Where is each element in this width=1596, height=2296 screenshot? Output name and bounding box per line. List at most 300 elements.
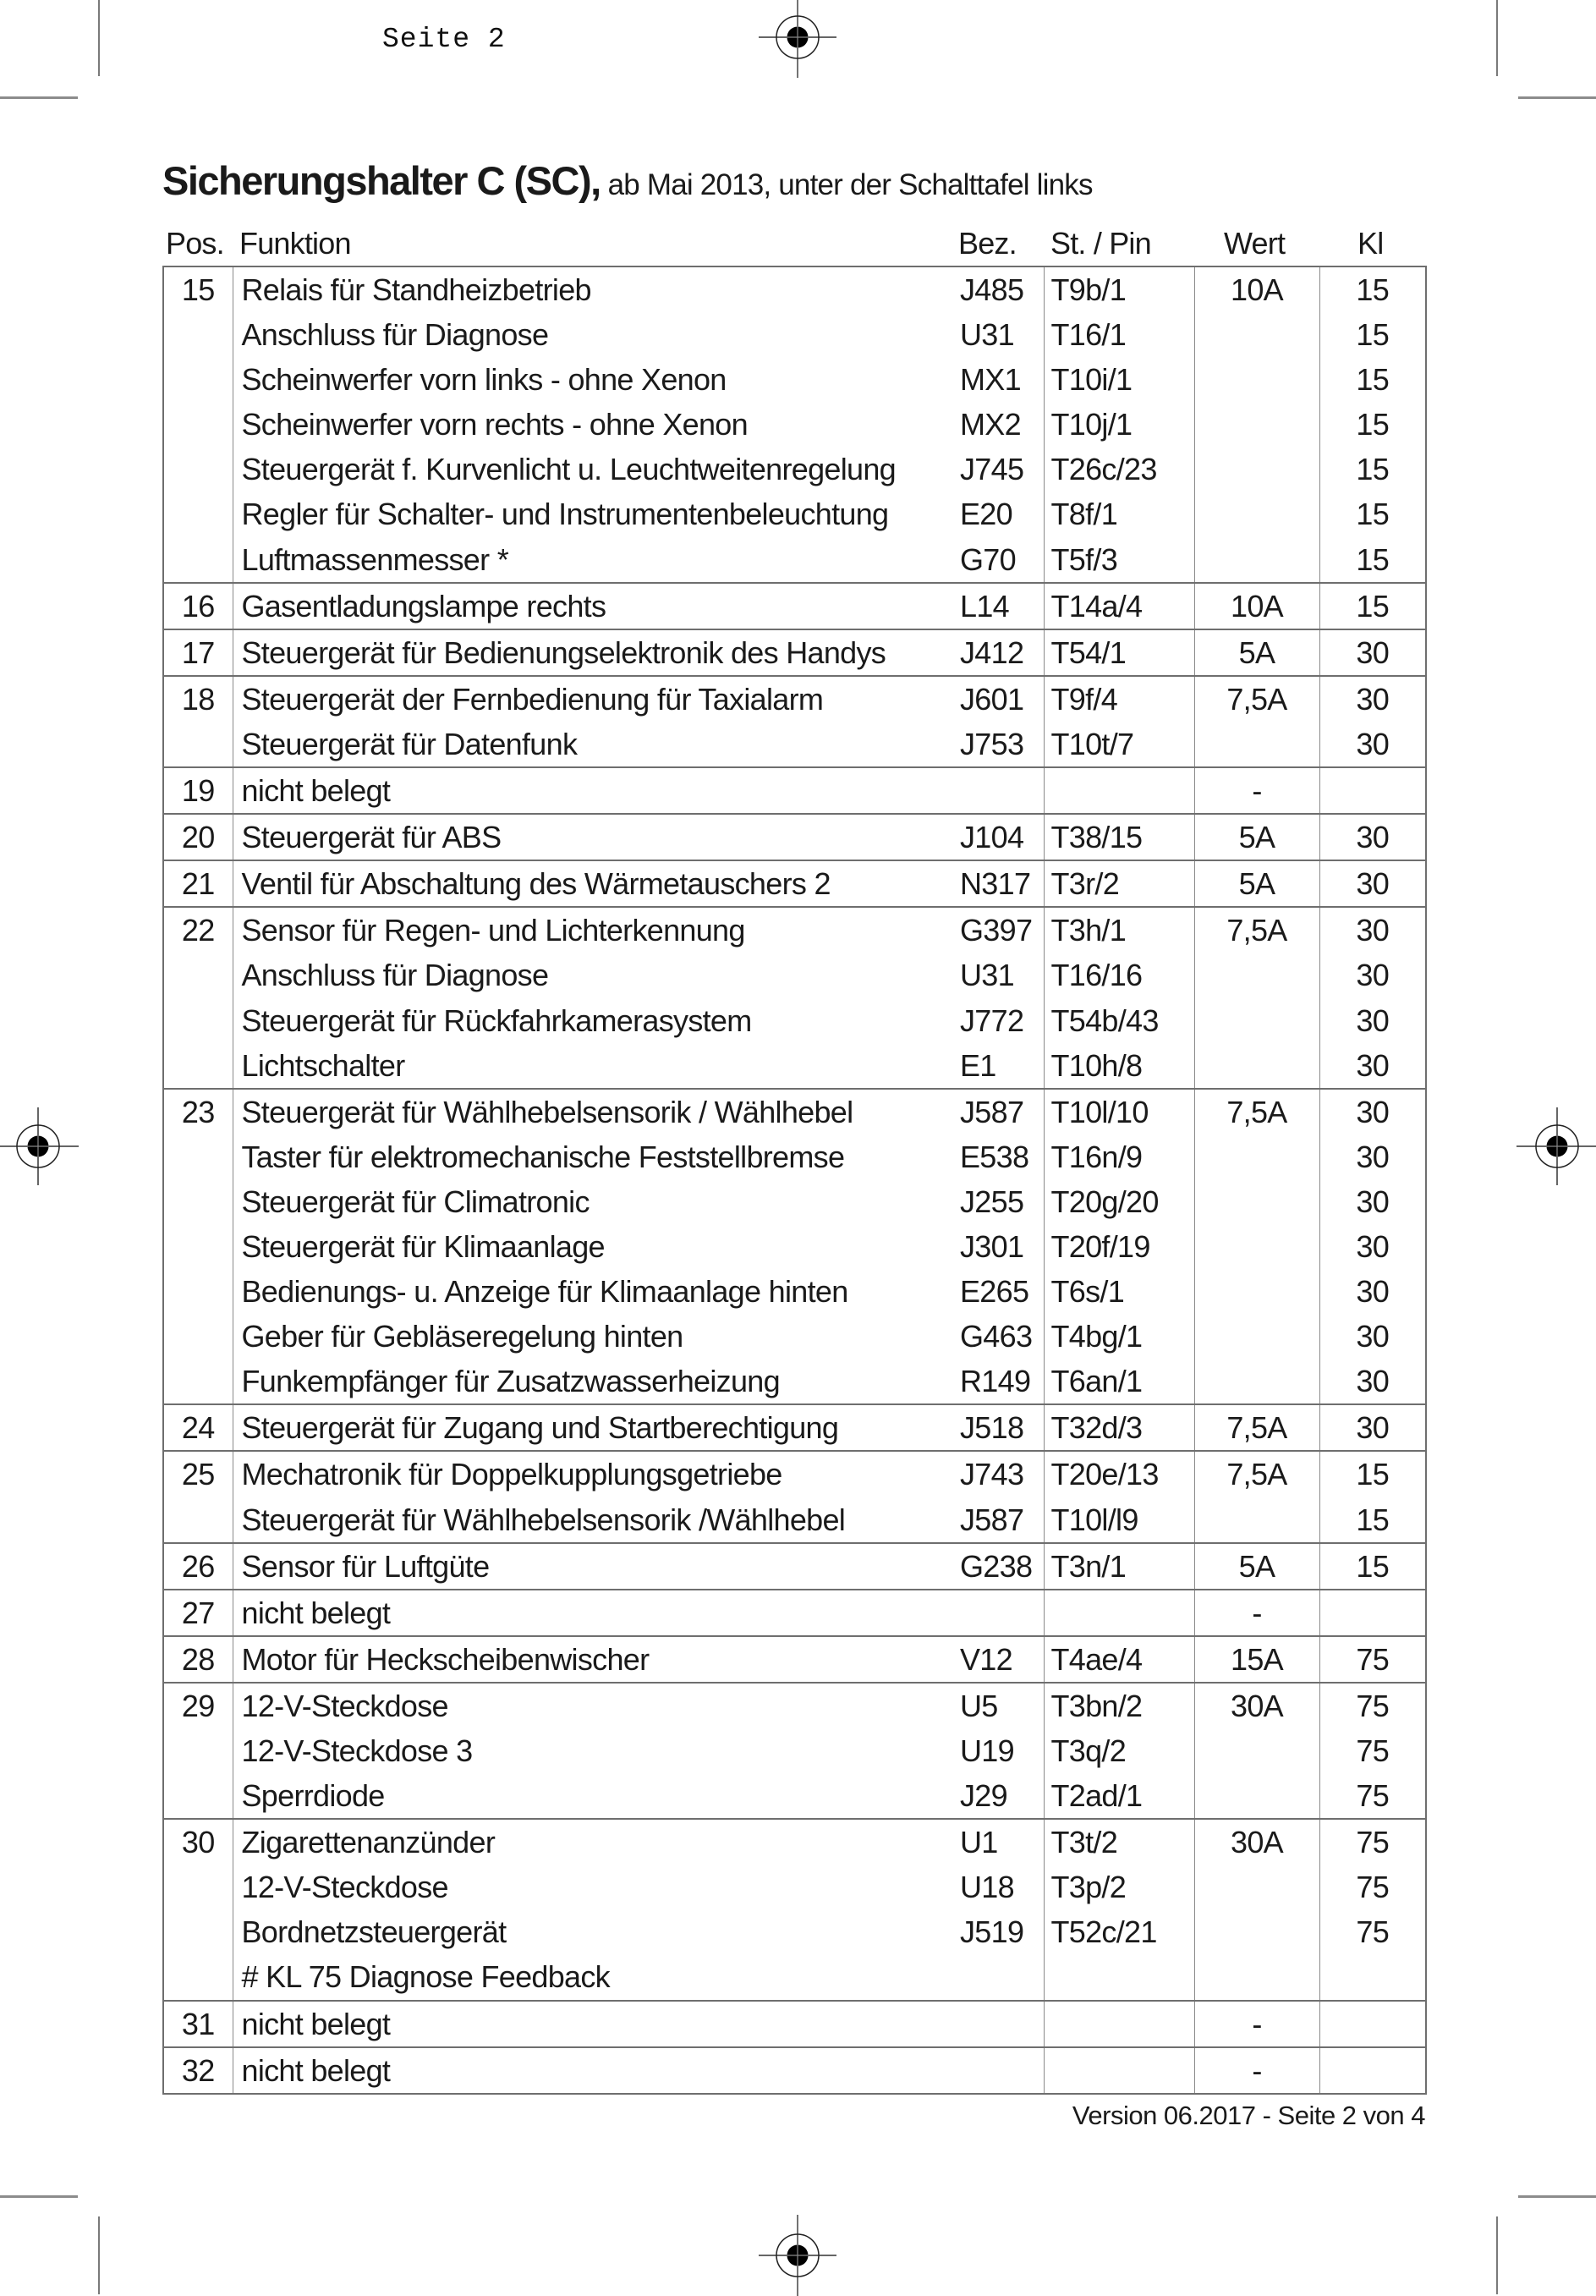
cell-wert: 30A [1194, 1683, 1319, 1728]
cell-kl: 15 [1319, 1451, 1426, 1497]
table-row [163, 537, 1426, 583]
cell-pin: T10t/7 [1044, 722, 1194, 767]
cell-pin: T3h/1 [1044, 907, 1194, 953]
crop-mark-top-right-vertical [1496, 0, 1498, 76]
cell-bez: U1 [960, 1819, 1044, 1865]
cell-wert [1194, 1497, 1319, 1543]
cell-bez: G397 [960, 907, 1044, 953]
table-row [163, 907, 1426, 953]
cell-bez: U31 [960, 958, 1014, 993]
cell-pin [1044, 1590, 1194, 1636]
cell-bez: MX1 [960, 362, 1021, 398]
cell-wert [1194, 1865, 1319, 1909]
table-row [163, 1451, 1426, 1497]
cell-kl: 30 [1319, 1043, 1426, 1089]
cell-pos: 21 [163, 860, 233, 907]
table-row [163, 1728, 1426, 1773]
cell-funktion: Steuergerät der Fernbedienung für Taxialarm [233, 676, 960, 722]
cell-kl: 30 [1319, 1269, 1426, 1314]
cell-wert: - [1194, 767, 1319, 814]
cell-bez [960, 2001, 1044, 2047]
cell-funktion: Anschluss für Diagnose [233, 312, 960, 357]
cell-kl: 75 [1319, 1909, 1426, 1954]
cell-wert [1194, 402, 1319, 447]
cell-bez: J485 [960, 266, 1044, 312]
table-row [163, 402, 1426, 447]
cell-bez: V12 [960, 1636, 1044, 1683]
cell-kl: 30 [1319, 998, 1426, 1043]
title-main: Sicherungshalter C (SC) [162, 158, 591, 203]
cell-pin: T5f/3 [1044, 537, 1194, 583]
cell-pos [163, 1359, 233, 1404]
cell-wert [1194, 722, 1319, 767]
cell-pin [1044, 767, 1194, 814]
cell-wert [1194, 1728, 1319, 1773]
cell-pos [163, 492, 233, 536]
cell-kl: 30 [1319, 860, 1426, 907]
cell-pin: T20f/19 [1044, 1224, 1194, 1269]
cell-bez [960, 767, 1044, 814]
cell-bez: J255 [960, 1184, 1024, 1219]
cell-kl: 30 [1319, 676, 1426, 722]
cell-pos [163, 1773, 233, 1819]
table-row [163, 722, 1426, 767]
cell-bez: J412 [960, 629, 1044, 676]
cell-funktion: Anschluss für Diagnose [233, 953, 960, 997]
cell-bez: N317 [960, 860, 1044, 907]
cell-bez [960, 1954, 1044, 2000]
table-row [163, 1404, 1426, 1451]
table-row [163, 1683, 1426, 1728]
table-row [163, 357, 1426, 402]
title-subtitle: ab Mai 2013, unter der Schalttafel links [600, 168, 1093, 201]
cell-bez: MX2 [960, 407, 1021, 442]
cell-funktion: Bedienungs- u. Anzeige für Klimaanlage hinten [233, 1269, 960, 1314]
cell-wert: 5A [1194, 814, 1319, 860]
cell-kl: 15 [1319, 312, 1426, 357]
cell-pos: 32 [163, 2047, 233, 2094]
table-row [163, 1314, 1426, 1359]
cell-bez: L14 [960, 583, 1044, 629]
cell-funktion: Steuergerät für Zugang und Startberechtigung [233, 1404, 960, 1451]
cell-funktion: Taster für elektromechanische Feststellbremse [233, 1134, 960, 1179]
table-row [163, 1954, 1426, 2000]
cell-wert: 15A [1194, 1636, 1319, 1683]
cell-pos [163, 953, 233, 997]
crop-mark-bottom-right-horizontal [1518, 2195, 1596, 2198]
cell-funktion: Steuergerät für Climatronic [233, 1179, 960, 1224]
cell-funktion: 12-V-Steckdose [233, 1865, 960, 1909]
cell-wert [1194, 1269, 1319, 1314]
cell-kl [1319, 2001, 1426, 2047]
cell-pos: 19 [163, 767, 233, 814]
table-row [163, 266, 1426, 312]
header-funktion: Funktion [239, 226, 351, 261]
cell-pin: T2ad/1 [1044, 1773, 1194, 1819]
cell-funktion: Steuergerät für Wählhebelsensorik /Wählhebel [233, 1497, 960, 1543]
cell-funktion: Sensor für Regen- und Lichterkennung [233, 907, 960, 953]
cell-bez: E20 [960, 497, 1012, 532]
cell-pos: 28 [163, 1636, 233, 1683]
cell-pos [163, 1314, 233, 1359]
table-row [163, 1269, 1426, 1314]
cell-pos: 25 [163, 1451, 233, 1497]
cell-wert [1194, 1043, 1319, 1089]
cell-funktion: Zigarettenanzünder [233, 1819, 960, 1865]
cell-pos: 15 [163, 266, 233, 312]
cell-funktion: Scheinwerfer vorn links - ohne Xenon [233, 357, 960, 402]
crop-mark-top-left-horizontal [0, 96, 78, 99]
cell-wert [1194, 1314, 1319, 1359]
cell-pin: T14a/4 [1044, 583, 1194, 629]
cell-wert [1194, 1134, 1319, 1179]
cell-kl: 75 [1319, 1865, 1426, 1909]
cell-funktion: Sperrdiode [233, 1773, 960, 1819]
cell-wert [1194, 447, 1319, 492]
cell-pin: T54/1 [1044, 629, 1194, 676]
cell-funktion: Relais für Standheizbetrieb [233, 266, 960, 312]
cell-funktion: Motor für Heckscheibenwischer [233, 1636, 960, 1683]
cell-kl: 30 [1319, 1089, 1426, 1134]
cell-pin [1044, 2047, 1194, 2094]
cell-bez: J601 [960, 676, 1044, 722]
cell-funktion: Funkempfänger für Zusatzwasserheizung [233, 1359, 960, 1404]
cell-funktion: Steuergerät für Datenfunk [233, 722, 960, 767]
cell-funktion: Steuergerät für Bedienungselektronik des Handys [233, 629, 960, 676]
cell-funktion: # KL 75 Diagnose Feedback [233, 1954, 960, 2000]
crop-mark-bottom-left-vertical [98, 2216, 100, 2294]
cell-pos [163, 1134, 233, 1179]
table-row [163, 1773, 1426, 1819]
cell-wert: - [1194, 2047, 1319, 2094]
table-row [163, 1543, 1426, 1590]
cell-kl [1319, 767, 1426, 814]
cell-pos [163, 1497, 233, 1543]
cell-bez: J301 [960, 1228, 1024, 1264]
cell-funktion: Steuergerät für Wählhebelsensorik / Wählhebel [233, 1089, 960, 1134]
cell-kl: 75 [1319, 1773, 1426, 1819]
cell-pos: 20 [163, 814, 233, 860]
cell-wert [1194, 998, 1319, 1043]
cell-funktion: nicht belegt [233, 2001, 960, 2047]
cell-wert: 7,5A [1194, 1089, 1319, 1134]
cell-bez: R149 [960, 1364, 1031, 1399]
cell-wert: 5A [1194, 629, 1319, 676]
cell-wert [1194, 1954, 1319, 2000]
cell-pos [163, 1043, 233, 1089]
crop-mark-bottom-right-vertical [1496, 2216, 1498, 2294]
cell-kl: 15 [1319, 537, 1426, 583]
cell-funktion: Geber für Gebläseregelung hinten [233, 1314, 960, 1359]
cell-bez [960, 2047, 1044, 2094]
table-row [163, 953, 1426, 997]
cell-bez: J104 [960, 814, 1044, 860]
cell-funktion: Luftmassenmesser * [233, 537, 960, 583]
cell-wert: 7,5A [1194, 1404, 1319, 1451]
fuse-table-body [163, 266, 1426, 2094]
table-row [163, 629, 1426, 676]
cell-funktion: nicht belegt [233, 767, 960, 814]
cell-pin: T3q/2 [1044, 1728, 1194, 1773]
cell-funktion: Steuergerät für ABS [233, 814, 960, 860]
cell-funktion: nicht belegt [233, 2047, 960, 2094]
cell-bez: G238 [960, 1543, 1044, 1590]
table-row [163, 1224, 1426, 1269]
cell-funktion: Scheinwerfer vorn rechts - ohne Xenon [233, 402, 960, 447]
cell-pos: 27 [163, 1590, 233, 1636]
cell-wert: 7,5A [1194, 907, 1319, 953]
cell-wert: 10A [1194, 583, 1319, 629]
cell-bez: J587 [960, 1089, 1044, 1134]
cell-pin: T4ae/4 [1044, 1636, 1194, 1683]
table-row [163, 2001, 1426, 2047]
cell-pos [163, 1728, 233, 1773]
header-pin: St. / Pin [1050, 226, 1151, 261]
cell-pos: 16 [163, 583, 233, 629]
cell-bez: U31 [960, 317, 1014, 353]
registration-mark-right-icon [1516, 1106, 1596, 1187]
cell-pin: T16/1 [1044, 312, 1194, 357]
cell-pin: T10i/1 [1044, 357, 1194, 402]
cell-wert [1194, 1773, 1319, 1819]
cell-wert [1194, 1179, 1319, 1224]
cell-pin: T3n/1 [1044, 1543, 1194, 1590]
page-label: Seite 2 [382, 24, 506, 55]
cell-pin: T3t/2 [1044, 1819, 1194, 1865]
table-row [163, 1043, 1426, 1089]
cell-kl: 30 [1319, 1134, 1426, 1179]
table-row [163, 1179, 1426, 1224]
cell-pos: 24 [163, 1404, 233, 1451]
cell-wert: 10A [1194, 266, 1319, 312]
cell-wert [1194, 1359, 1319, 1404]
cell-bez: E538 [960, 1139, 1029, 1174]
cell-bez: U5 [960, 1683, 1044, 1728]
table-row [163, 1089, 1426, 1134]
cell-wert: 7,5A [1194, 1451, 1319, 1497]
cell-wert: - [1194, 2001, 1319, 2047]
cell-wert [1194, 1909, 1319, 1954]
cell-kl: 30 [1319, 722, 1426, 767]
cell-pin: T3bn/2 [1044, 1683, 1194, 1728]
header-bez: Bez. [958, 226, 1017, 261]
cell-bez: J587 [960, 1502, 1024, 1537]
cell-wert [1194, 953, 1319, 997]
cell-kl: 15 [1319, 266, 1426, 312]
cell-funktion: Steuergerät f. Kurvenlicht u. Leuchtweitenregelung [233, 447, 960, 492]
cell-pin: T6s/1 [1044, 1269, 1194, 1314]
cell-kl: 30 [1319, 1404, 1426, 1451]
cell-kl: 15 [1319, 402, 1426, 447]
cell-kl: 75 [1319, 1683, 1426, 1728]
table-row [163, 1819, 1426, 1865]
cell-wert: - [1194, 1590, 1319, 1636]
fuse-table [162, 266, 1427, 2095]
cell-wert [1194, 357, 1319, 402]
cell-pos [163, 722, 233, 767]
cell-pos [163, 1954, 233, 2000]
cell-bez [960, 1590, 1044, 1636]
cell-pos [163, 312, 233, 357]
cell-kl: 30 [1319, 629, 1426, 676]
cell-bez: E265 [960, 1274, 1029, 1310]
cell-funktion: Bordnetzsteuergerät [233, 1909, 960, 1954]
header-wert: Wert [1224, 226, 1286, 261]
cell-kl: 75 [1319, 1819, 1426, 1865]
cell-pin: T20g/20 [1044, 1179, 1194, 1224]
cell-pos: 17 [163, 629, 233, 676]
cell-pin: T10h/8 [1044, 1043, 1194, 1089]
cell-kl [1319, 2047, 1426, 2094]
cell-kl: 15 [1319, 1543, 1426, 1590]
cell-pos [163, 998, 233, 1043]
cell-pin: T54b/43 [1044, 998, 1194, 1043]
table-row [163, 492, 1426, 536]
cell-pin: T10l/l9 [1044, 1497, 1194, 1543]
table-row [163, 1134, 1426, 1179]
cell-pin [1044, 1954, 1194, 2000]
cell-pos: 26 [163, 1543, 233, 1590]
cell-kl [1319, 1954, 1426, 2000]
registration-mark-left-icon [0, 1106, 79, 1187]
cell-kl: 75 [1319, 1728, 1426, 1773]
cell-bez: J745 [960, 452, 1024, 487]
table-row [163, 676, 1426, 722]
cell-pin: T10j/1 [1044, 402, 1194, 447]
cell-kl: 15 [1319, 583, 1426, 629]
crop-mark-bottom-left-horizontal [0, 2195, 78, 2198]
cell-pin: T3r/2 [1044, 860, 1194, 907]
cell-bez: J519 [960, 1914, 1024, 1950]
cell-pin: T26c/23 [1044, 447, 1194, 492]
registration-mark-bottom-icon [757, 2215, 838, 2296]
cell-pin: T32d/3 [1044, 1404, 1194, 1451]
cell-wert: 30A [1194, 1819, 1319, 1865]
cell-pos: 23 [163, 1089, 233, 1134]
table-row [163, 1865, 1426, 1909]
cell-pin: T6an/1 [1044, 1359, 1194, 1404]
cell-pin: T38/15 [1044, 814, 1194, 860]
cell-pos: 31 [163, 2001, 233, 2047]
cell-pos [163, 1865, 233, 1909]
cell-pos [163, 1909, 233, 1954]
cell-kl: 30 [1319, 907, 1426, 953]
cell-funktion: Regler für Schalter- und Instrumentenbeleuchtung [233, 492, 960, 536]
table-row [163, 860, 1426, 907]
cell-kl: 15 [1319, 357, 1426, 402]
cell-funktion: Steuergerät für Rückfahrkamerasystem [233, 998, 960, 1043]
cell-funktion: Lichtschalter [233, 1043, 960, 1089]
cell-kl: 30 [1319, 1359, 1426, 1404]
title-separator: , [590, 158, 601, 203]
cell-kl: 15 [1319, 492, 1426, 536]
table-row [163, 1590, 1426, 1636]
cell-pin: T16/16 [1044, 953, 1194, 997]
cell-bez: J518 [960, 1404, 1044, 1451]
cell-funktion: Steuergerät für Klimaanlage [233, 1224, 960, 1269]
cell-pin: T10l/10 [1044, 1089, 1194, 1134]
cell-pos: 29 [163, 1683, 233, 1728]
cell-pos: 30 [163, 1819, 233, 1865]
cell-pos [163, 402, 233, 447]
cell-pos [163, 1269, 233, 1314]
cell-bez: G463 [960, 1319, 1033, 1354]
crop-mark-top-left-vertical [98, 0, 100, 76]
cell-funktion: 12-V-Steckdose 3 [233, 1728, 960, 1773]
cell-wert [1194, 537, 1319, 583]
footer-version: Version 06.2017 - Seite 2 von 4 [1072, 2101, 1425, 2130]
cell-pin [1044, 2001, 1194, 2047]
table-row [163, 447, 1426, 492]
cell-funktion: nicht belegt [233, 1590, 960, 1636]
cell-kl [1319, 1590, 1426, 1636]
cell-funktion: Ventil für Abschaltung des Wärmetauschers 2 [233, 860, 960, 907]
cell-pin: T3p/2 [1044, 1865, 1194, 1909]
cell-pin: T4bg/1 [1044, 1314, 1194, 1359]
cell-kl: 30 [1319, 1179, 1426, 1224]
cell-funktion: Sensor für Luftgüte [233, 1543, 960, 1590]
table-row [163, 583, 1426, 629]
cell-wert: 7,5A [1194, 676, 1319, 722]
cell-bez: J743 [960, 1451, 1044, 1497]
cell-kl: 15 [1319, 447, 1426, 492]
cell-bez: E1 [960, 1047, 996, 1083]
cell-pos [163, 1224, 233, 1269]
cell-bez: J772 [960, 1002, 1024, 1038]
table-row [163, 767, 1426, 814]
table-row [163, 998, 1426, 1043]
cell-pin: T52c/21 [1044, 1909, 1194, 1954]
header-pos: Pos. [166, 226, 224, 261]
cell-bez: J753 [960, 726, 1024, 761]
table-row [163, 1909, 1426, 1954]
cell-funktion: 12-V-Steckdose [233, 1683, 960, 1728]
cell-pos: 18 [163, 676, 233, 722]
cell-kl: 30 [1319, 953, 1426, 997]
table-row [163, 1497, 1426, 1543]
cell-funktion: Mechatronik für Doppelkupplungsgetriebe [233, 1451, 960, 1497]
cell-pin: T16n/9 [1044, 1134, 1194, 1179]
cell-pos: 22 [163, 907, 233, 953]
table-row [163, 1636, 1426, 1683]
cell-bez: U18 [960, 1870, 1014, 1905]
cell-wert: 5A [1194, 860, 1319, 907]
cell-wert [1194, 1224, 1319, 1269]
cell-kl: 75 [1319, 1636, 1426, 1683]
cell-kl: 30 [1319, 1224, 1426, 1269]
cell-pos [163, 447, 233, 492]
cell-wert [1194, 312, 1319, 357]
cell-bez: U19 [960, 1733, 1014, 1768]
registration-mark-top-icon [757, 0, 838, 78]
cell-pin: T20e/13 [1044, 1451, 1194, 1497]
cell-kl: 30 [1319, 1314, 1426, 1359]
header-kl: Kl [1357, 226, 1384, 261]
cell-pin: T8f/1 [1044, 492, 1194, 536]
table-row [163, 1359, 1426, 1404]
document-title [162, 157, 1093, 204]
cell-pos [163, 1179, 233, 1224]
cell-kl: 30 [1319, 814, 1426, 860]
cell-wert: 5A [1194, 1543, 1319, 1590]
crop-mark-top-right-horizontal [1518, 96, 1596, 99]
cell-funktion: Gasentladungslampe rechts [233, 583, 960, 629]
table-row [163, 312, 1426, 357]
cell-pin: T9b/1 [1044, 266, 1194, 312]
cell-pos [163, 357, 233, 402]
cell-bez: G70 [960, 541, 1016, 577]
cell-kl: 15 [1319, 1497, 1426, 1543]
